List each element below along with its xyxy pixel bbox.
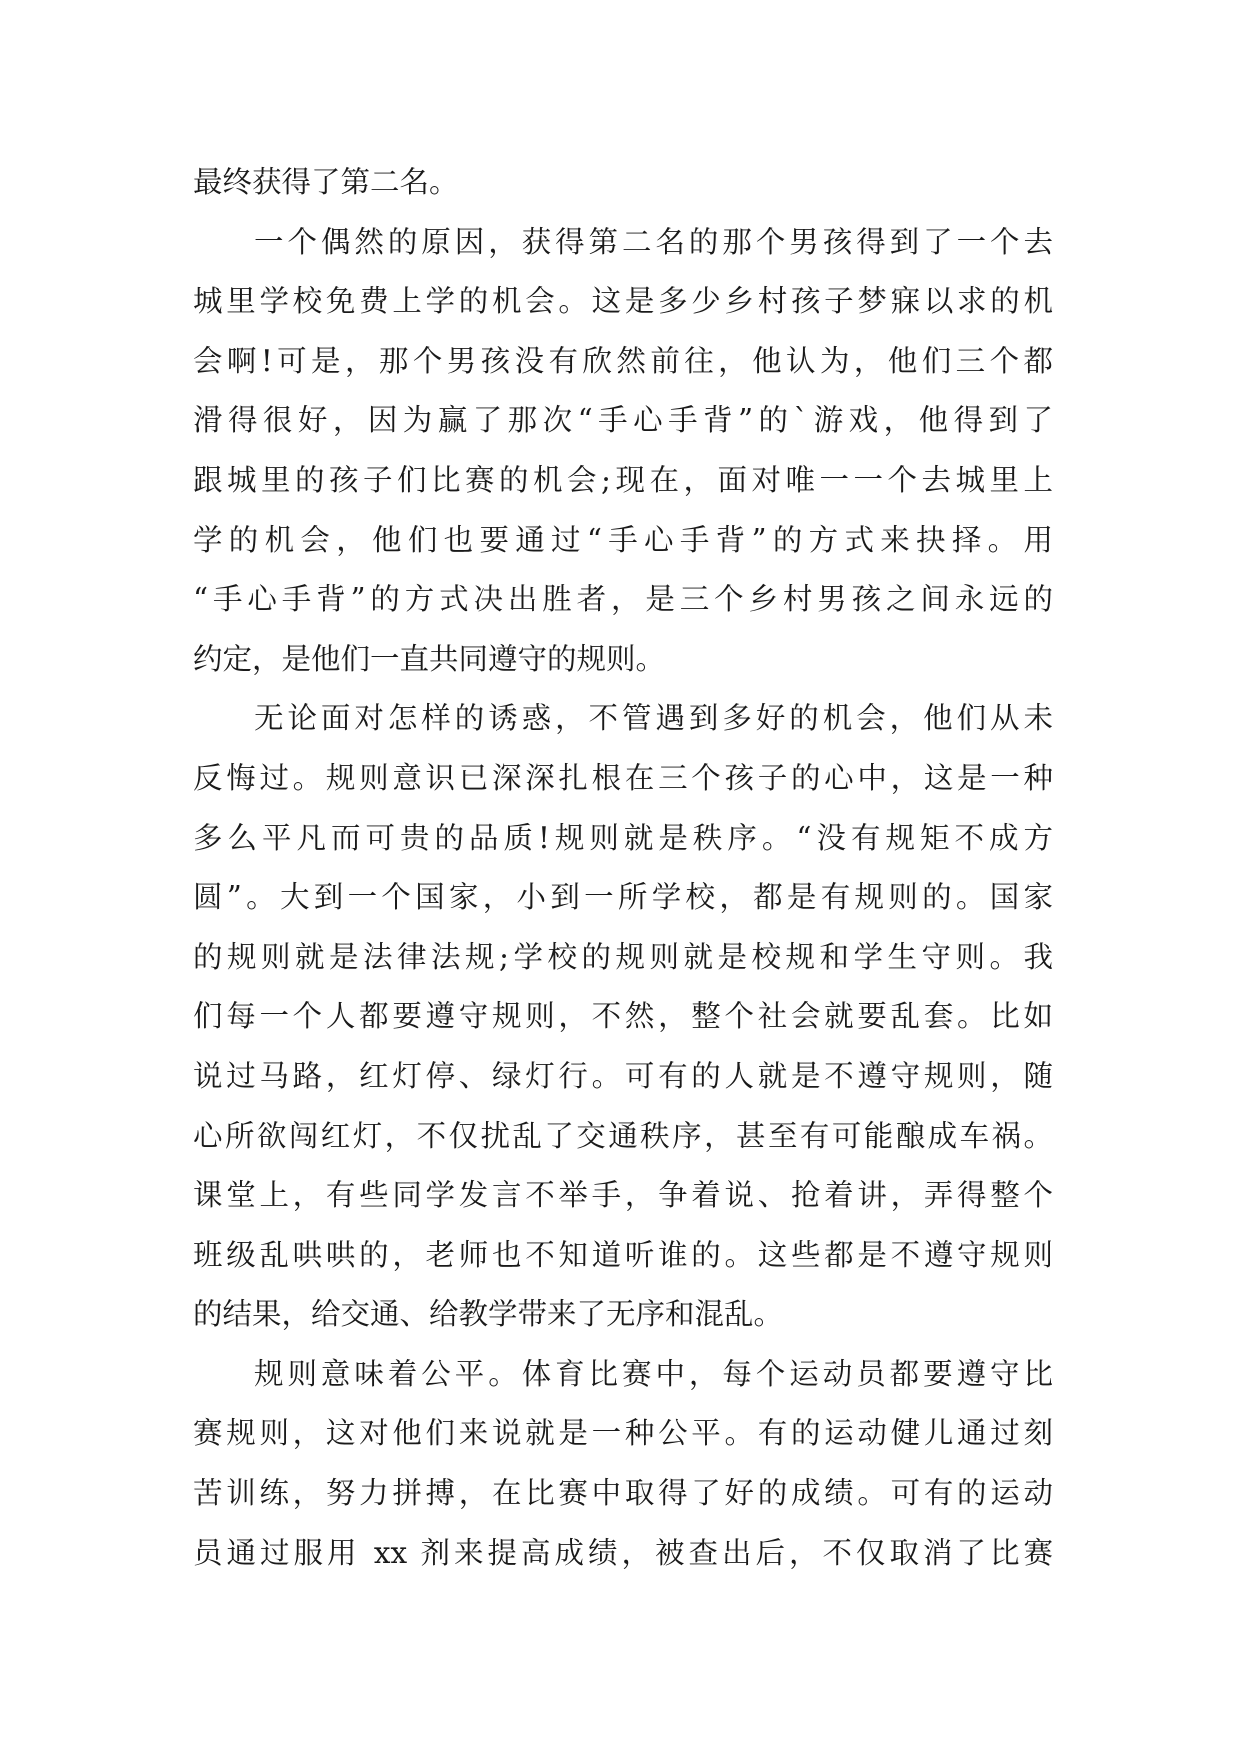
text-line: 一个偶然的原因，获得第二名的那个男孩得到了一个去 xyxy=(254,224,1053,259)
text-line: 的规则就是法律法规;学校的规则就是校规和学生守则。我 xyxy=(193,939,1053,974)
body-text xyxy=(193,153,1053,1583)
text-line: 赛规则，这对他们来说就是一种公平。有的运动健儿通过刻 xyxy=(193,1416,1053,1451)
text-line: 城里学校免费上学的机会。这是多少乡村孩子梦寐以求的机 xyxy=(193,284,1053,319)
text-line: 约定，是他们一直共同遵守的规则。 xyxy=(193,641,666,676)
text-line: 课堂上，有些同学发言不举手，争着说、抢着讲，弄得整个 xyxy=(193,1178,1053,1213)
text-line: 圆”。大到一个国家，小到一所学校，都是有规则的。国家 xyxy=(193,880,1053,915)
text-line: 心所欲闯红灯，不仅扰乱了交通秩序，甚至有可能酿成车祸。 xyxy=(193,1118,1053,1153)
text-line: “手心手背”的方式决出胜者，是三个乡村男孩之间永远的 xyxy=(193,582,1053,617)
text-line: 规则意味着公平。体育比赛中，每个运动员都要遵守比 xyxy=(254,1356,1053,1391)
text-line: 说过马路，红灯停、绿灯行。可有的人就是不遵守规则，随 xyxy=(193,1058,1053,1093)
text-line: 多么平凡而可贵的品质!规则就是秩序。“没有规矩不成方 xyxy=(193,820,1053,855)
text-line: 最终获得了第二名。 xyxy=(193,165,459,199)
text-line: 们每一个人都要遵守规则，不然，整个社会就要乱套。比如 xyxy=(193,999,1053,1034)
text-line: 员通过服用 xx 剂来提高成绩，被查出后，不仅取消了比赛 xyxy=(193,1535,1053,1570)
text-line: 学的机会，他们也要通过“手心手背”的方式来抉择。用 xyxy=(193,522,1053,557)
text-line: 滑得很好，因为赢了那次“手心手背”的`游戏，他得到了 xyxy=(193,403,1053,438)
text-line: 反悔过。规则意识已深深扎根在三个孩子的心中，这是一种 xyxy=(193,760,1053,795)
text-line: 无论面对怎样的诱惑，不管遇到多好的机会，他们从未 xyxy=(254,701,1053,736)
text-line: 的结果，给交通、给教学带来了无序和混乱。 xyxy=(193,1297,784,1332)
text-line: 会啊!可是，那个男孩没有欣然前往，他认为，他们三个都 xyxy=(193,343,1053,378)
text-line: 苦训练，努力拼搏，在比赛中取得了好的成绩。可有的运动 xyxy=(193,1476,1053,1511)
text-line: 跟城里的孩子们比赛的机会;现在，面对唯一一个去城里上 xyxy=(193,462,1053,497)
text-line: 班级乱哄哄的，老师也不知道听谁的。这些都是不遵守规则 xyxy=(193,1237,1053,1272)
